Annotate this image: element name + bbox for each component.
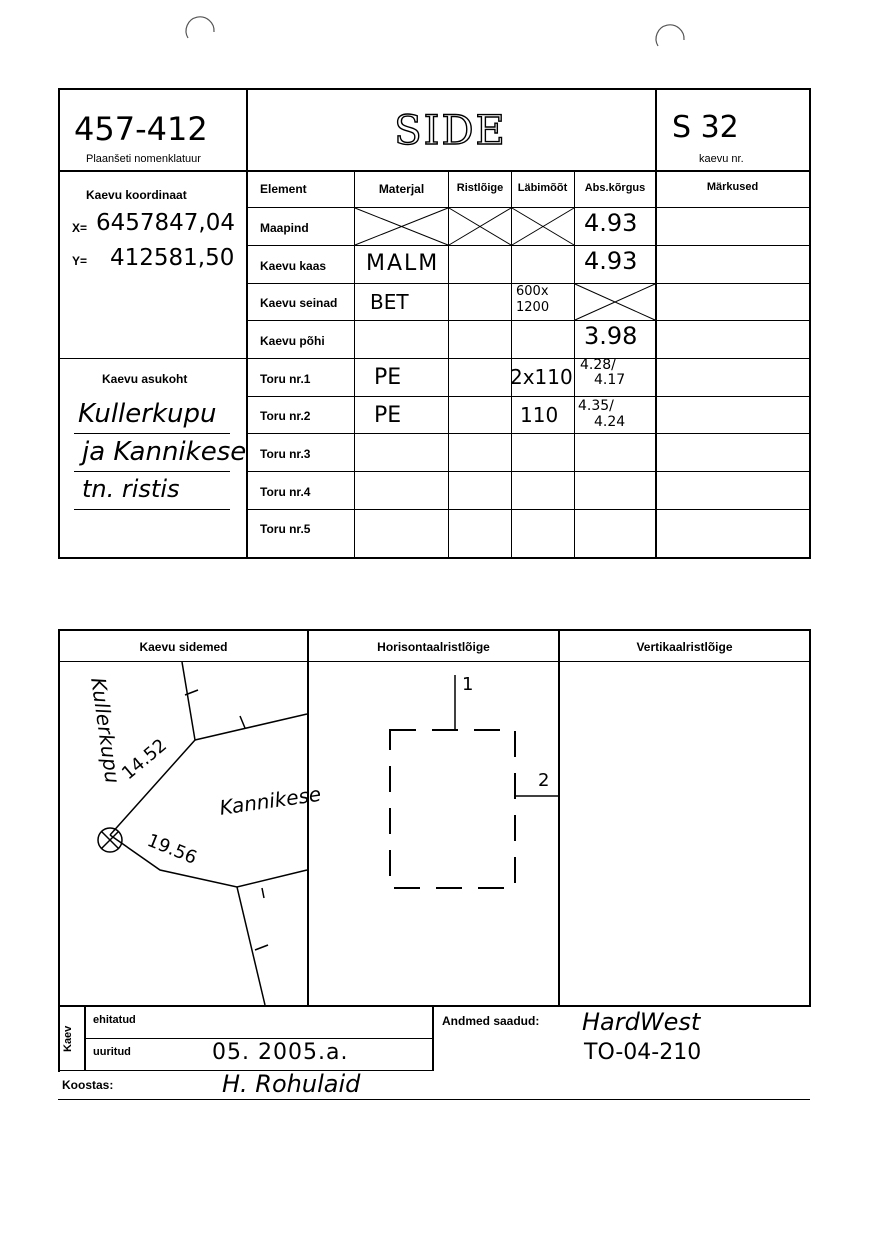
row-label-ground: Maapind — [260, 221, 309, 235]
horizontal-section-label: Horisontaalristlõige — [377, 640, 490, 654]
bottom-height-value: 3.98 — [584, 322, 638, 350]
page-title: SIDE — [394, 108, 507, 154]
location-line-2: ja Kannikese — [82, 437, 247, 467]
pipe-1-material-value: PE — [374, 365, 402, 390]
walls-material-value: BET — [370, 290, 409, 314]
data-source-value-1: HardWest — [582, 1008, 701, 1036]
nomenclature-label: Plaanšeti nomenklatuur — [86, 153, 201, 165]
x-coordinate-value: 6457847,04 — [96, 210, 236, 236]
lid-material-value: MALM — [366, 251, 440, 276]
pipe-2-height-value-2: 4.24 — [594, 414, 626, 430]
coordinates-label: Kaevu koordinaat — [86, 188, 187, 202]
street-name-2: Kannikese — [218, 781, 323, 820]
built-label: ehitatud — [93, 1014, 136, 1026]
lid-height-value: 4.93 — [584, 247, 638, 275]
row-label-pipe-4: Toru nr.4 — [260, 485, 311, 499]
row-label-walls: Kaevu seinad — [260, 296, 338, 310]
pipe-1-height-value-2: 4.17 — [594, 372, 626, 388]
surveyed-value: 05. 2005.a. — [212, 1040, 349, 1065]
row-label-pipe-3: Toru nr.3 — [260, 447, 311, 461]
row-label-pipe-2: Toru nr.2 — [260, 409, 311, 423]
street-name-1: Kullerkupu — [86, 676, 125, 785]
row-label-lid: Kaevu kaas — [260, 259, 327, 273]
pipe-1-label: 1 — [462, 674, 474, 695]
row-label-pipe-5: Toru nr.5 — [260, 522, 311, 536]
walls-diameter-value-2: 1200 — [516, 300, 550, 315]
pipe-2-height-value-1: 4.35/ — [578, 398, 614, 414]
surveyed-label: uuritud — [93, 1046, 131, 1058]
connections-label: Kaevu sidemed — [139, 640, 228, 654]
col-header-notes: Märkused — [706, 181, 759, 193]
col-header-element: Element — [260, 182, 307, 196]
pipe-1-height-value-1: 4.28/ — [580, 357, 616, 373]
nomenclature-value: 457-412 — [74, 110, 208, 148]
x-prefix: X= — [72, 221, 88, 235]
row-label-bottom: Kaevu põhi — [260, 334, 325, 348]
well-number-value: S 32 — [672, 110, 739, 145]
y-coordinate-value: 412581,50 — [110, 245, 235, 271]
data-source-value-2: TO-04-210 — [584, 1040, 702, 1065]
vertical-section-label: Vertikaalristlõige — [636, 640, 733, 654]
location-line-1: Kullerkupu — [78, 399, 217, 429]
well-side-label: Kaev — [62, 1025, 74, 1052]
pipe-2-material-value: PE — [374, 403, 402, 428]
col-header-abs-height: Abs.kõrgus — [584, 182, 646, 194]
col-header-material: Materjal — [378, 182, 425, 196]
pipe-1-diameter-value: 2x110 — [510, 365, 573, 389]
data-source-label: Andmed saadud: — [442, 1014, 540, 1028]
ground-height-value: 4.93 — [584, 209, 638, 237]
well-number-label: kaevu nr. — [699, 153, 744, 165]
pipe-2-label: 2 — [538, 770, 550, 791]
y-prefix: Y= — [72, 254, 88, 268]
distance-1: 14.52 — [118, 734, 171, 785]
walls-diameter-value-1: 600x — [516, 284, 549, 299]
well-outline — [390, 730, 515, 888]
location-label: Kaevu asukoht — [102, 372, 188, 386]
compiled-label: Koostas: — [62, 1078, 114, 1092]
location-line-3: tn. ristis — [82, 475, 180, 503]
distance-2: 19.56 — [144, 830, 200, 869]
pipe-2-diameter-value: 110 — [520, 403, 559, 427]
row-label-pipe-1: Toru nr.1 — [260, 372, 311, 386]
col-header-diameter: Läbimõõt — [517, 182, 568, 194]
compiled-value: H. Rohulaid — [222, 1070, 361, 1098]
col-header-cross-section: Ristlõige — [456, 182, 504, 194]
